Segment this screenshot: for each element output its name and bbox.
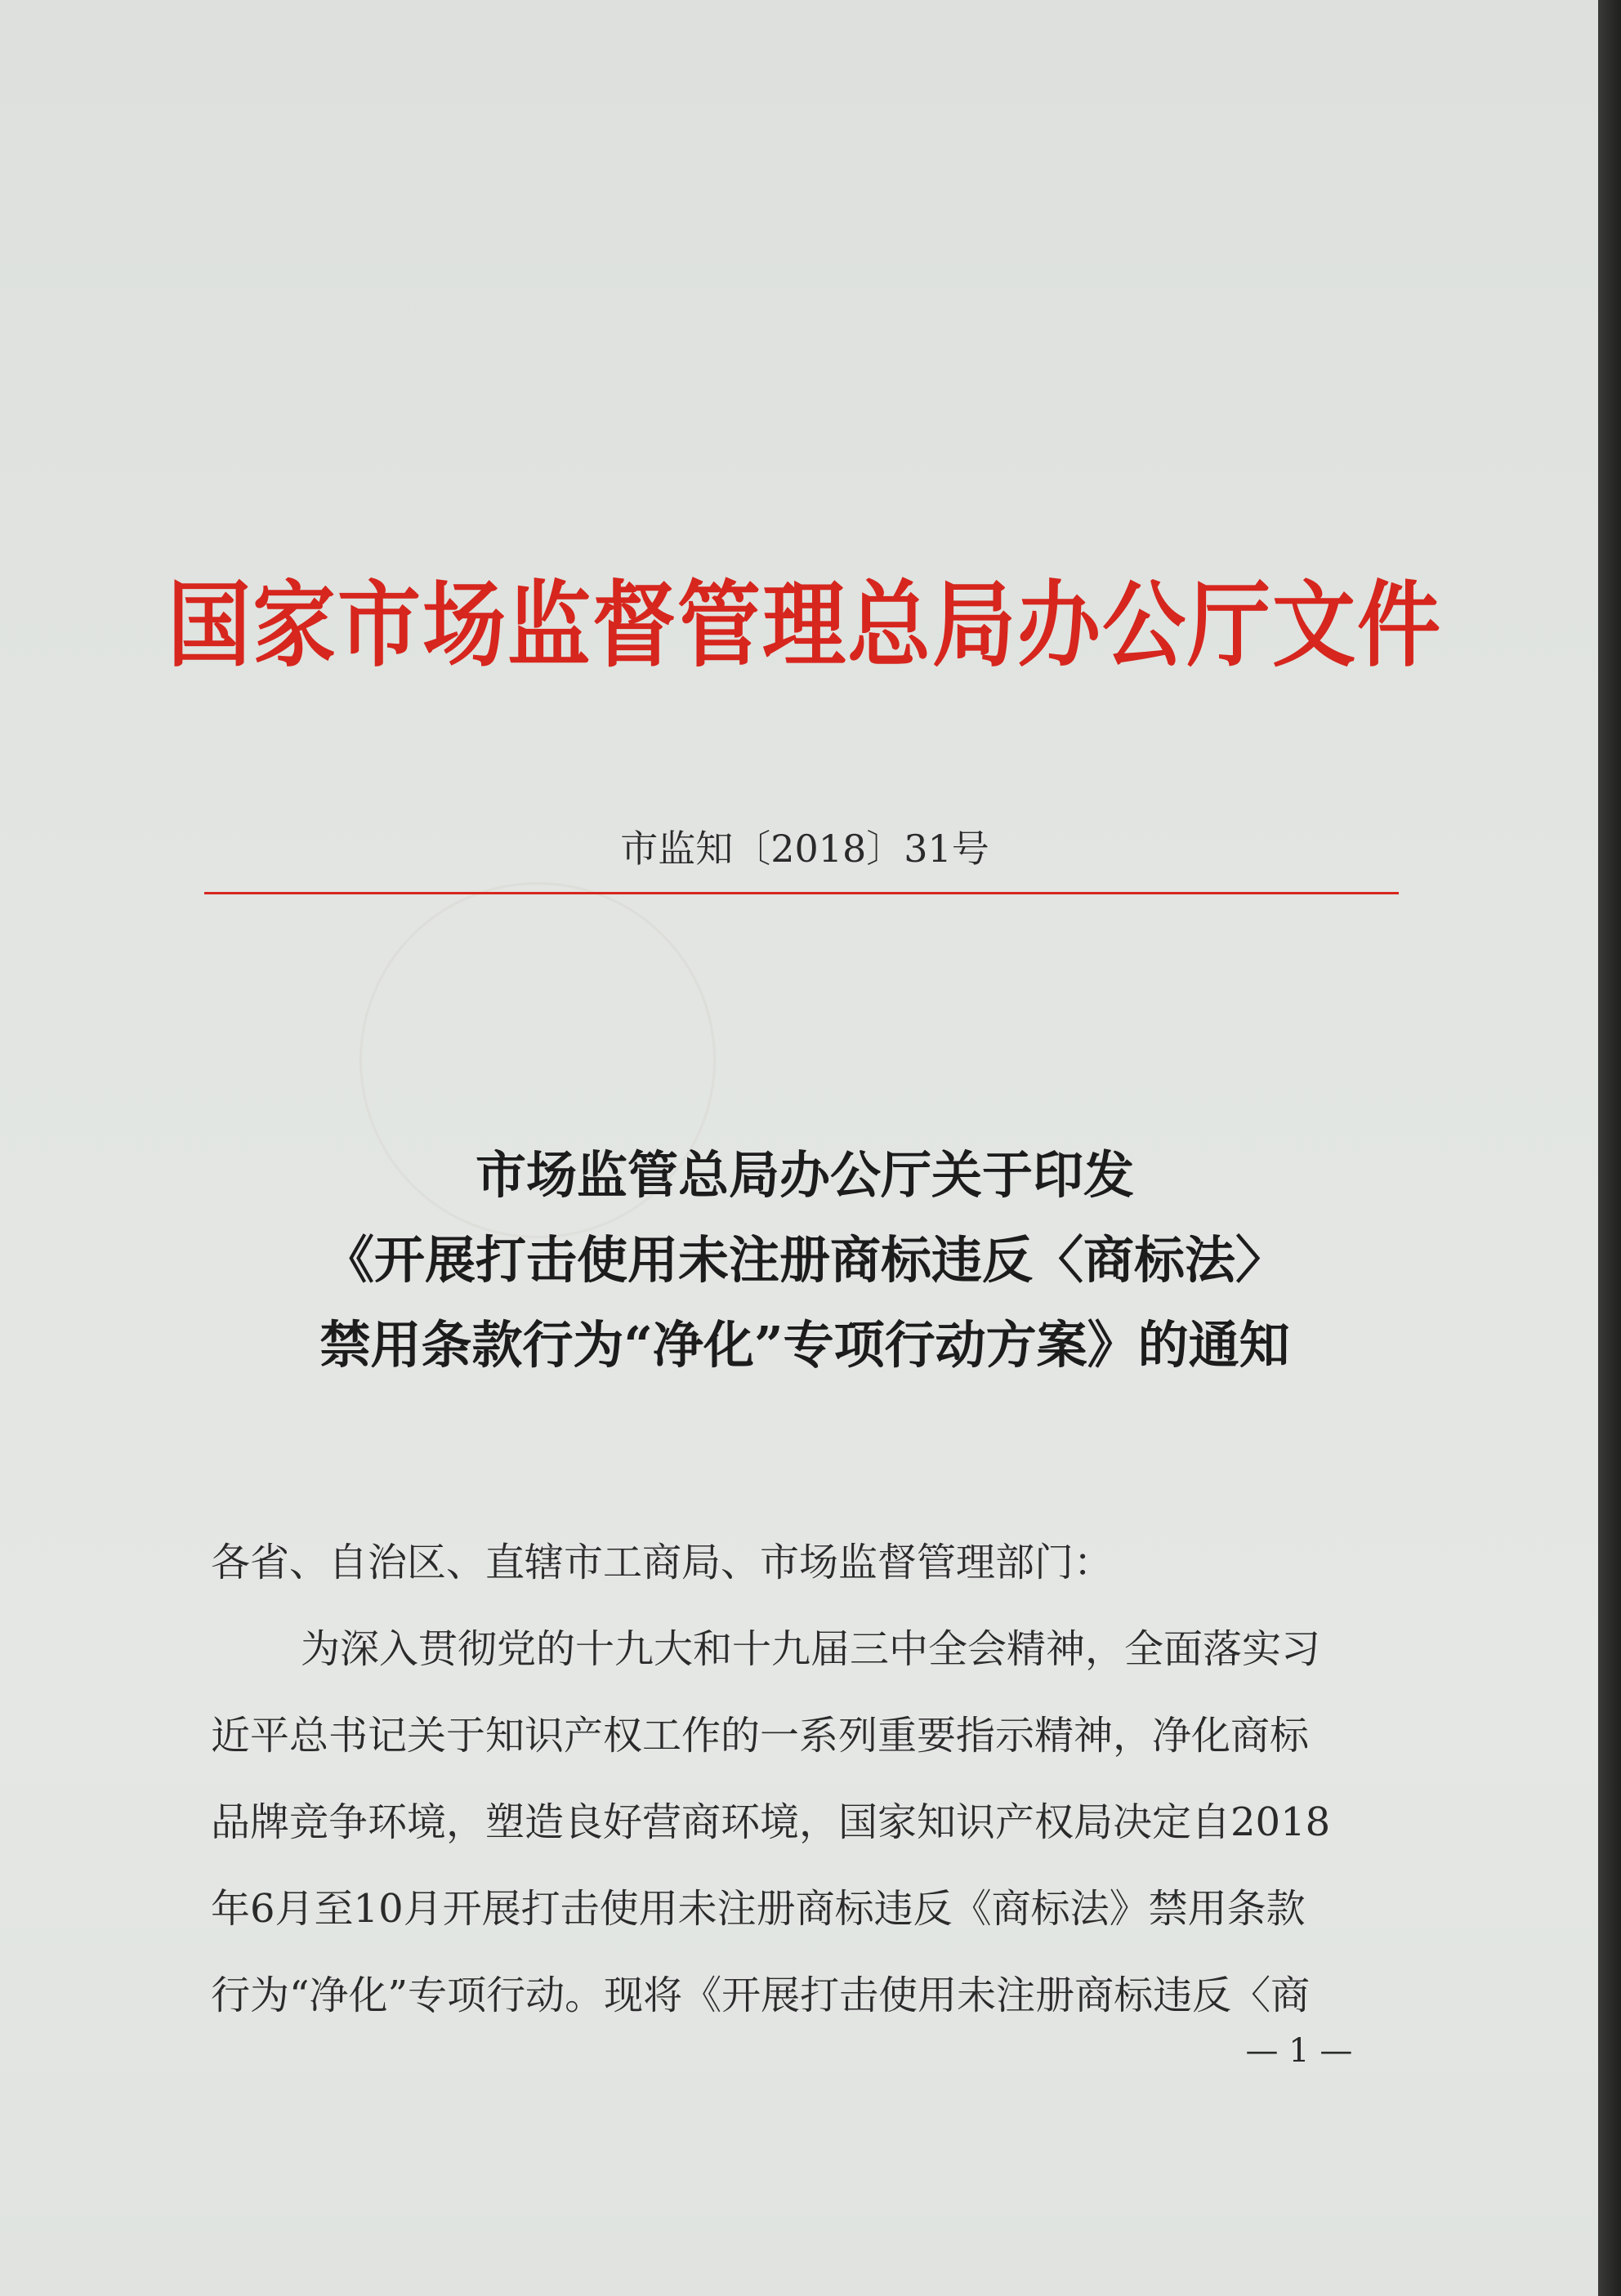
document-header-title: 国家市场监督管理总局办公厅文件 — [167, 570, 1442, 680]
red-separator-line — [204, 892, 1399, 894]
paragraph-line: 近平总书记关于知识产权工作的一系列重要指示精神，净化商标 — [211, 1713, 1310, 1759]
body-text — [211, 1519, 1404, 2039]
paragraph-line: 年6月至10月开展打击使用未注册商标违反《商标法》禁用条款 — [211, 1886, 1306, 1932]
paragraph-line: 行为“净化”专项行动。现将《开展打击使用未注册商标违反〈商 — [211, 1973, 1311, 2018]
page-number: — 1 — — [1245, 2032, 1353, 2070]
paragraph-line: 品牌竞争环境，塑造良好营商环境，国家知识产权局决定自2018 — [211, 1799, 1331, 1845]
notice-title-line: 《开展打击使用未注册商标违反〈商标法〉 — [323, 1230, 1286, 1290]
notice-title — [163, 1133, 1446, 1388]
scan-dark-edge — [1598, 0, 1621, 2296]
addressee-line: 各省、自治区、直辖市工商局、市场监督管理部门： — [211, 1540, 1114, 1585]
paragraph-line: 为深入贯彻党的十九大和十九届三中全会精神，全面落实习 — [301, 1626, 1321, 1672]
notice-title-line: 禁用条款行为“净化”专项行动方案》的通知 — [319, 1315, 1290, 1375]
document-number: 市监知〔2018〕31号 — [620, 827, 989, 871]
notice-title-line: 市场监管总局办公厅关于印发 — [475, 1145, 1134, 1205]
